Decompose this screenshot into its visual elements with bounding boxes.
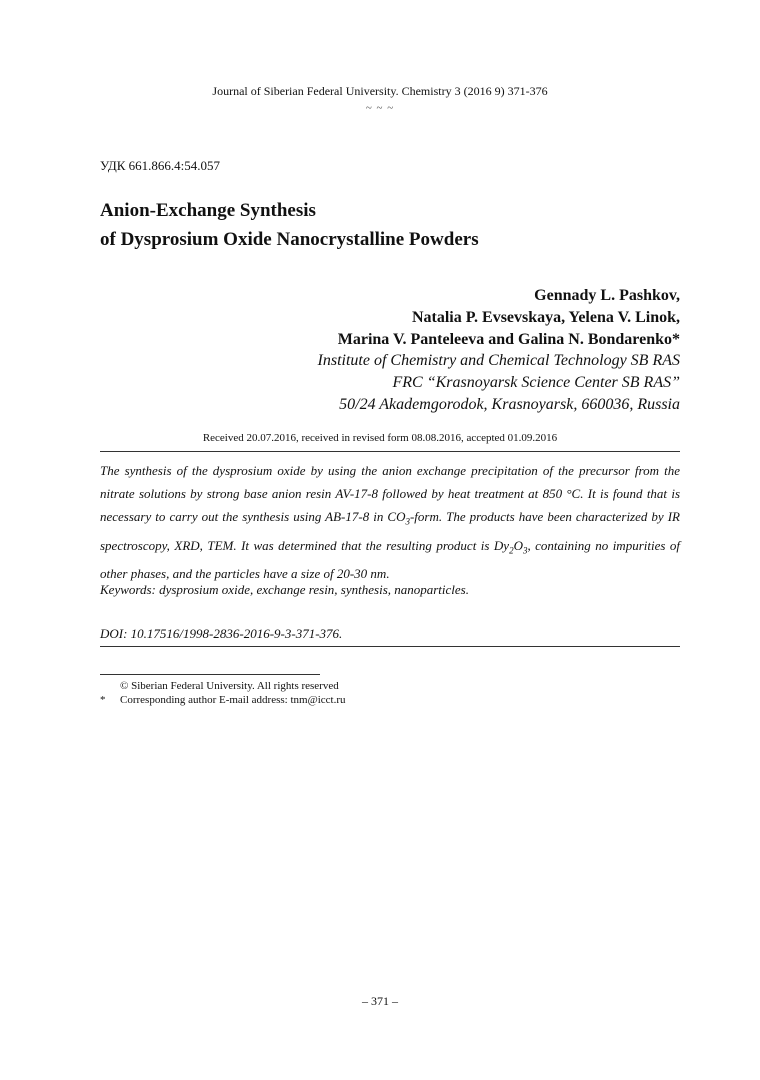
abstract-sub-1: 3 xyxy=(405,516,410,527)
affiliation-line-1: Institute of Chemistry and Chemical Technology SB RAS xyxy=(317,352,680,369)
author-line-3: Marina V. Panteleeva and Galina N. Bondarenko* xyxy=(337,331,680,348)
paper-title xyxy=(100,196,479,254)
keywords: Keywords: dysprosium oxide, exchange resin, synthesis, nanoparticles. xyxy=(100,582,469,597)
affiliation-line-2: FRC “Krasnoyarsk Science Center SB RAS” xyxy=(392,374,680,391)
abstract-sub-3: 3 xyxy=(522,545,528,556)
abstract-text-4: , containing no impurities of other phases, and the particles have a size of 20-30 nm. xyxy=(100,537,680,582)
header-ornament: ~ ~ ~ xyxy=(365,102,395,114)
abstract xyxy=(100,459,680,585)
title-line-1: Anion-Exchange Synthesis xyxy=(100,200,316,221)
udk-code: УДК 661.866.4:54.057 xyxy=(100,158,221,173)
author-line-2: Natalia P. Evsevskaya, Yelena V. Linok, xyxy=(411,309,680,326)
affiliation-line-3: 50/24 Akademgorodok, Krasnoyarsk, 660036, Russia xyxy=(339,396,680,413)
abstract-text-2: -form. The products have been characterized by IR spectroscopy, XRD, TEM. It was determined that the resulting product is Dy xyxy=(100,509,680,553)
footnote-rule xyxy=(100,674,320,675)
journal-header: Journal of Siberian Federal University. Chemistry 3 (2016 9) 371-376 xyxy=(212,84,548,98)
abstract-top-rule xyxy=(100,451,680,452)
abstract-text-1: The synthesis of the dysprosium oxide by using the anion exchange precipitation of the precursor from the nitrate solutions by strong base anion resin AV-17-8 followed by heat treatment at 850 °C. It is found that is necessary to carry out the synthesis using AB-17-8 in CO xyxy=(100,463,680,524)
abstract-bottom-rule xyxy=(100,646,680,647)
abstract-sub-2: 2 xyxy=(509,545,514,556)
author-list xyxy=(338,285,680,351)
author-line-1: Gennady L. Pashkov, xyxy=(534,287,680,304)
affiliation xyxy=(318,350,680,416)
page-number: – 371 – xyxy=(362,994,398,1008)
received-dates: Received 20.07.2016, received in revised form 08.08.2016, accepted 01.09.2016 xyxy=(202,432,558,444)
asterisk-mark: * xyxy=(100,694,106,706)
corresponding-author-footnote: Corresponding author E-mail address: tnm@icct.ru xyxy=(120,694,346,706)
title-line-2: of Dysprosium Oxide Nanocrystalline Powders xyxy=(100,229,479,250)
copyright-footnote: © Siberian Federal University. All rights reserved xyxy=(120,680,339,692)
doi-link[interactable]: DOI: 10.17516/1998-2836-2016-9-3-371-376. xyxy=(100,626,343,641)
abstract-text-3: O xyxy=(513,537,523,553)
